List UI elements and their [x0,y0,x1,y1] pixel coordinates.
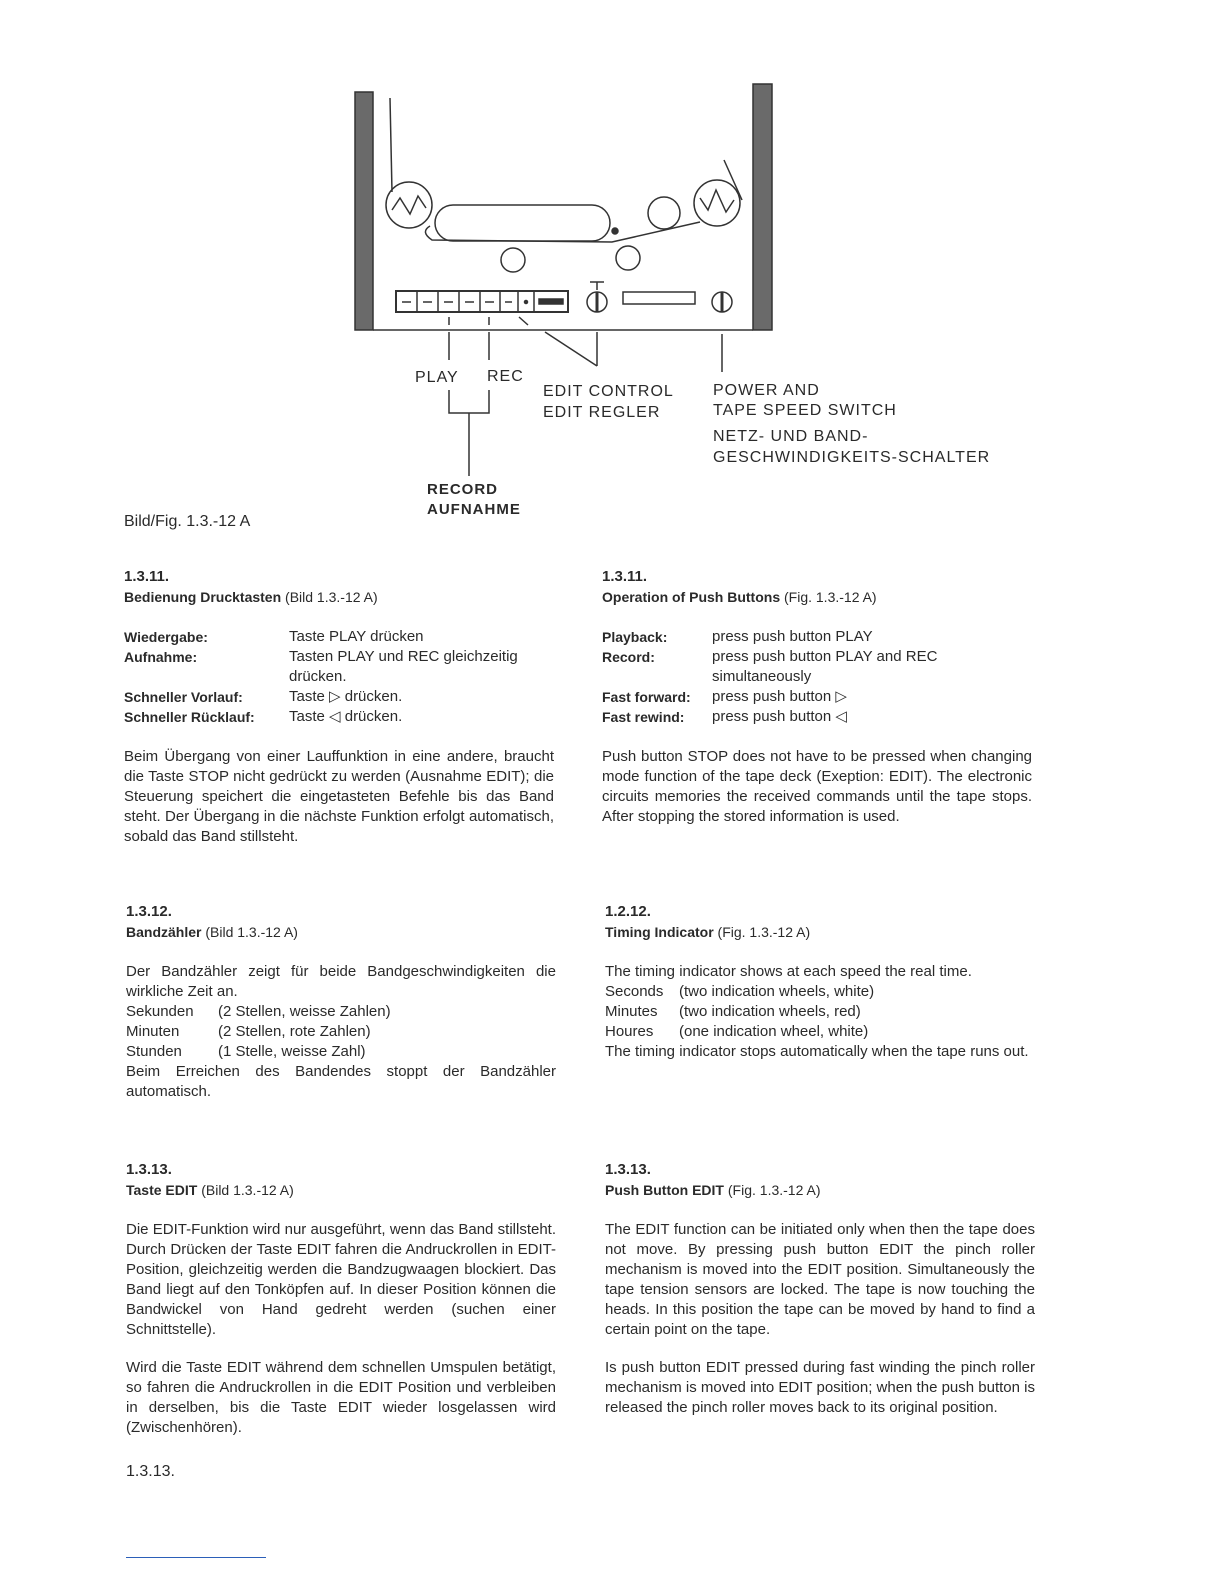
label-edit-control: EDIT CONTROL [543,383,674,400]
section-title: Bandzähler (Bild 1.3.-12 A) [126,924,298,940]
tape-deck-figure [0,0,1224,540]
section-title: Push Button EDIT (Fig. 1.3.-12 A) [605,1182,821,1198]
footer-rule [126,1557,266,1558]
label-geschwindigkeits-schalter: GESCHWINDIGKEITS-SCHALTER [713,449,991,466]
counter-digits-list: Seconds (two indication wheels, white) Minutes (two indication wheels, red) Houres (one indication wheel, white) [605,983,875,1040]
paragraph: Der Bandzähler zeigt für beide Bandgeschwindigkeiten die wirkliche Zeit an. [126,963,556,1000]
paragraph: Beim Übergang von einer Lauffunktion in eine andere, braucht die Taste STOP nicht gedrückt zu werden (Ausnahme EDIT); die Steuerung speichert die eingetasteten Befehle bis das Band steht. Der Übergang in die nächste Funktion erfolgt automatisch, sobald das Band stillsteht. [124,748,554,845]
page-footer-number: 1.3.13. [126,1463,175,1480]
paragraph: The timing indicator stops automatically when the tape runs out. [605,1043,1029,1060]
section-title: Taste EDIT (Bild 1.3.-12 A) [126,1182,294,1198]
power-speed-switch [712,292,732,312]
right-section-1-2-12 [605,902,1035,1062]
label-netz-und-band: NETZ- UND BAND- [713,428,869,445]
label-power-and: POWER AND [713,382,820,399]
label-play: PLAY [415,369,459,386]
left-section-1-3-13 [126,1160,556,1438]
section-number: 1.2.12. [605,903,651,920]
paragraph: Push button STOP does not have to be pressed when changing mode function of the tape deck (Exeption: EDIT). The electronic circuits memories the received commands until the tape stops. After stopping the stored information is used. [602,748,1032,825]
section-number: 1.3.13. [605,1161,651,1178]
label-rec: REC [487,368,524,385]
figure-caption: Bild/Fig. 1.3.-12 A [124,513,251,530]
right-section-1-3-11 [602,567,1032,827]
counter-digits-list: Sekunden (2 Stellen, weisse Zahlen) Minuten (2 Stellen, rote Zahlen) Stunden (1 Stelle, weisse Zahl) [126,1003,391,1060]
label-record: RECORD [427,481,499,498]
timing-indicator-window [623,292,695,304]
label-aufnahme: AUFNAHME [427,501,521,518]
left-section-1-3-12 [126,902,556,1102]
button-function-list: Wiedergabe: Taste PLAY drücken Aufnahme: Tasten PLAY und REC gleichzeitig drücken. Schneller Vorlauf: Taste ▷ drücken. Schneller Rücklauf: Taste ◁ drücken. [124,628,518,725]
paragraph: Beim Erreichen des Bandendes stoppt der Bandzähler automatisch. [126,1063,556,1100]
edit-control-knob [587,282,607,312]
button-function-list: Playback: press push button PLAY Record: press push button PLAY and REC simultaneously Fast forward: press push button ▷ Fast rewind: press push button ◁ [602,628,938,725]
right-section-1-3-13 [605,1160,1035,1418]
paragraph: The EDIT function can be initiated only when then the tape does not move. By pressing push button EDIT the pinch roller mechanism is moved into the EDIT position. Simultaneously the tape tension sensors are locked. The tape is now touching the heads. In this position the tape can be moved by hand to find a certain point on the tape. [605,1221,1035,1338]
paragraph: The timing indicator shows at each speed the real time. [605,963,972,980]
section-number: 1.3.11. [602,568,648,585]
section-number: 1.3.12. [126,903,172,920]
section-title: Bedienung Drucktasten (Bild 1.3.-12 A) [124,589,378,605]
section-title: Operation of Push Buttons (Fig. 1.3.-12 A) [602,589,877,605]
paragraph: Is push button EDIT pressed during fast winding the pinch roller mechanism is moved into EDIT position; when the push button is released the pinch roller moves back to its original position. [605,1359,1035,1416]
section-title: Timing Indicator (Fig. 1.3.-12 A) [605,924,811,940]
label-tape-speed-switch: TAPE SPEED SWITCH [713,402,897,419]
section-number: 1.3.13. [126,1161,172,1178]
paragraph: Wird die Taste EDIT während dem schnellen Umspulen betätigt, so fahren die Andruckrollen in die EDIT Position und verbleiben in derselben, bis die Taste EDIT wieder losgelassen wird (Zwischenhören). [126,1359,556,1436]
label-edit-regler: EDIT REGLER [543,404,661,421]
section-number: 1.3.11. [124,568,170,585]
push-button-row [402,291,563,312]
left-section-1-3-11 [124,567,554,847]
paragraph: Die EDIT-Funktion wird nur ausgeführt, wenn das Band stillsteht. Durch Drücken der Taste EDIT fahren die Andruckrollen in EDIT-Position, gleichzeitig werden die Bandzugwaagen blockiert. Das Band liegt auf den Tonköpfen auf. In dieser Position können die Bandwickel von Hand gedreht werden (suchen einer Schnittstelle). [126,1221,556,1338]
